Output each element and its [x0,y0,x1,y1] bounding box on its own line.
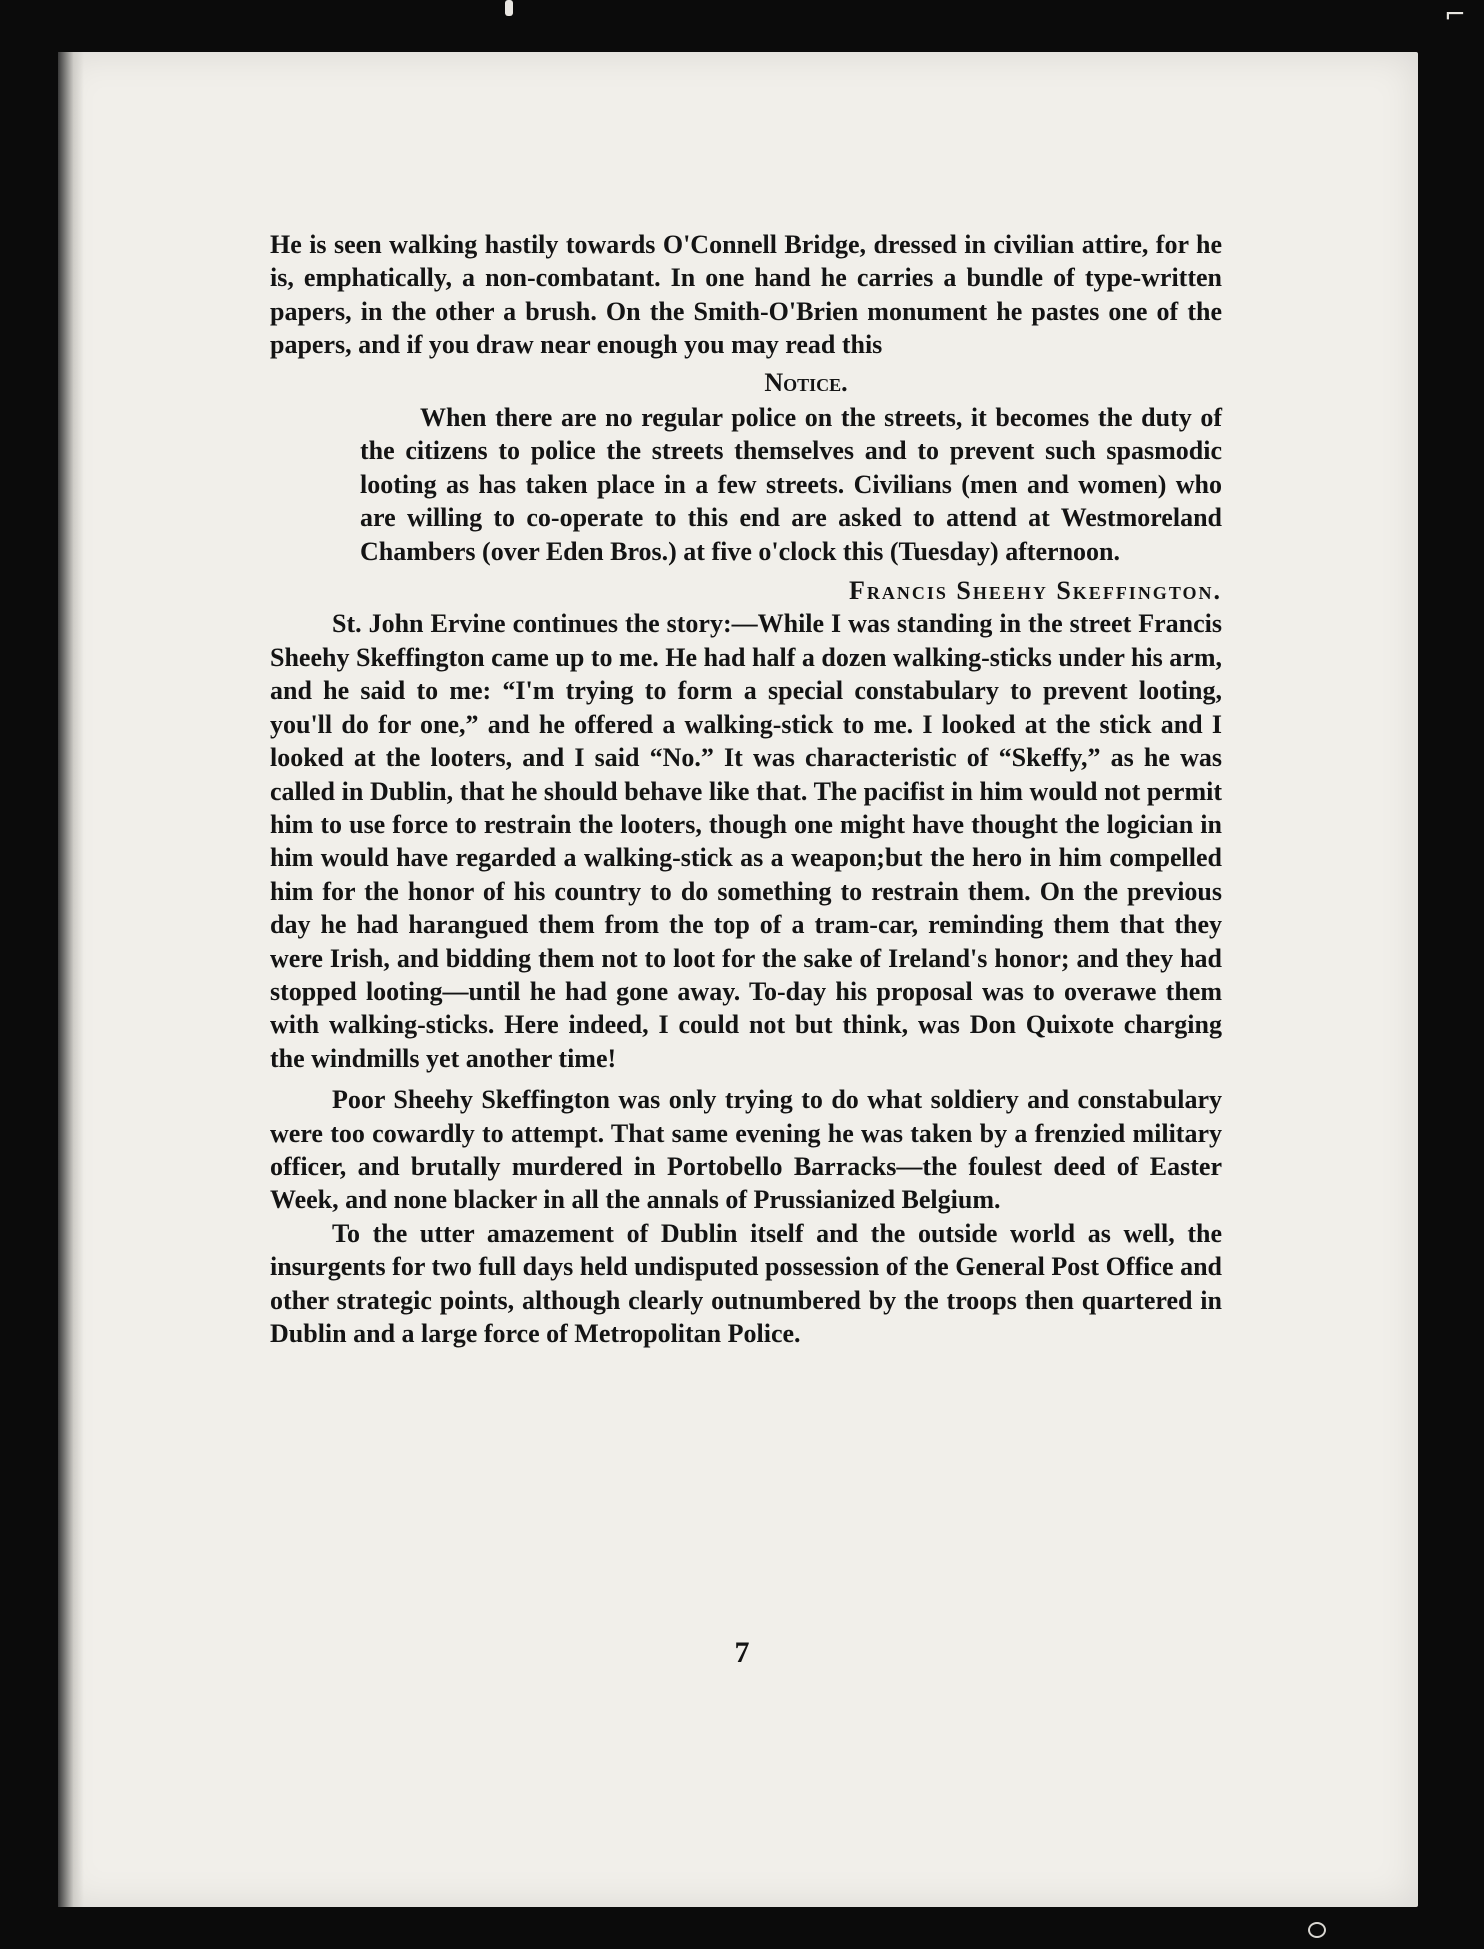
paragraph-poor-skeffington: Poor Sheehy Skeffington was only trying to do what soldiery and constabulary were too cowardly to attempt. That same evening he was taken by a frenzied military officer, and brutally murdered in Portobello Barracks—the foulest deed of Easter Week, and none blacker in all the annals of Prussianized Belgium. [270,1085,1222,1215]
scan-artifact-corner: ⌐ [1444,0,1466,30]
page-number: 7 [734,1636,750,1669]
notice-signature: Francis Sheehy Skeffington. [848,576,1222,606]
notice-heading: Notice. [764,367,848,397]
paragraph-amazement: To the utter amazement of Dublin itself and the outside world as well, the insurgents for two full days held undisputed possession of the General Post Office and other strategic points, although clearly outnumbered by the troops then quartered in Dublin and a large force of Metropolitan Police. [270,1218,1222,1348]
scan-artifact-bottom [1308,1922,1326,1938]
paragraph-intro: He is seen walking hastily towards O'Connell Bridge, dressed in civilian attire, for he is, emphatically, a non-combatant. In one hand he carries a bundle of type-written papers, in the other a brush. On the Smith-O'Brien monument he pastes one of the papers, and if you draw near enough you may read this [270,230,1222,360]
notice-body: When there are no regular police on the streets, it becomes the duty of the citizens to police the streets themselves and to prevent such spasmodic looting as has taken place in a few streets. Civilians (men and women) who are willing to co-operate to this end are asked to attend at Westmoreland Chambers (over Eden Bros.) at five o'clock this (Tuesday) afternoon. [360,403,1222,566]
paragraph-ervine: St. John Ervine continues the story:—While I was standing in the street Francis Sheehy Skeffington came up to me. He had half a dozen walking-sticks under his arm, and he said to me: “I'm trying to form a special constabulary to prevent looting, you'll do for one,” and he offered a walking-stick to me. I looked at the stick and I looked at the looters, and I said “No.” It was characteristic of “Skeffy,” as he was called in Dublin, that he should behave like that. The pacifist in him would not permit him to use force to restrain the looters, though one might have thought the logician in him would have regarded a walking-stick as a weapon;but the hero in him compelled him for the honor of his country to do something to restrain them. On the previous day he had harangued them from the top of a tram-car, reminding them that they were Irish, and bidding them not to loot for the sake of Ireland's honor; and they had stopped looting—until he had gone away. To-day his proposal was to overawe them with walking-sticks. Here indeed, I could not but think, was Don Quixote charging the windmills yet another time! [270,609,1222,1073]
page-spine-shadow [58,52,84,1907]
scan-artifact-top [505,0,513,16]
page-text [270,228,1222,1350]
